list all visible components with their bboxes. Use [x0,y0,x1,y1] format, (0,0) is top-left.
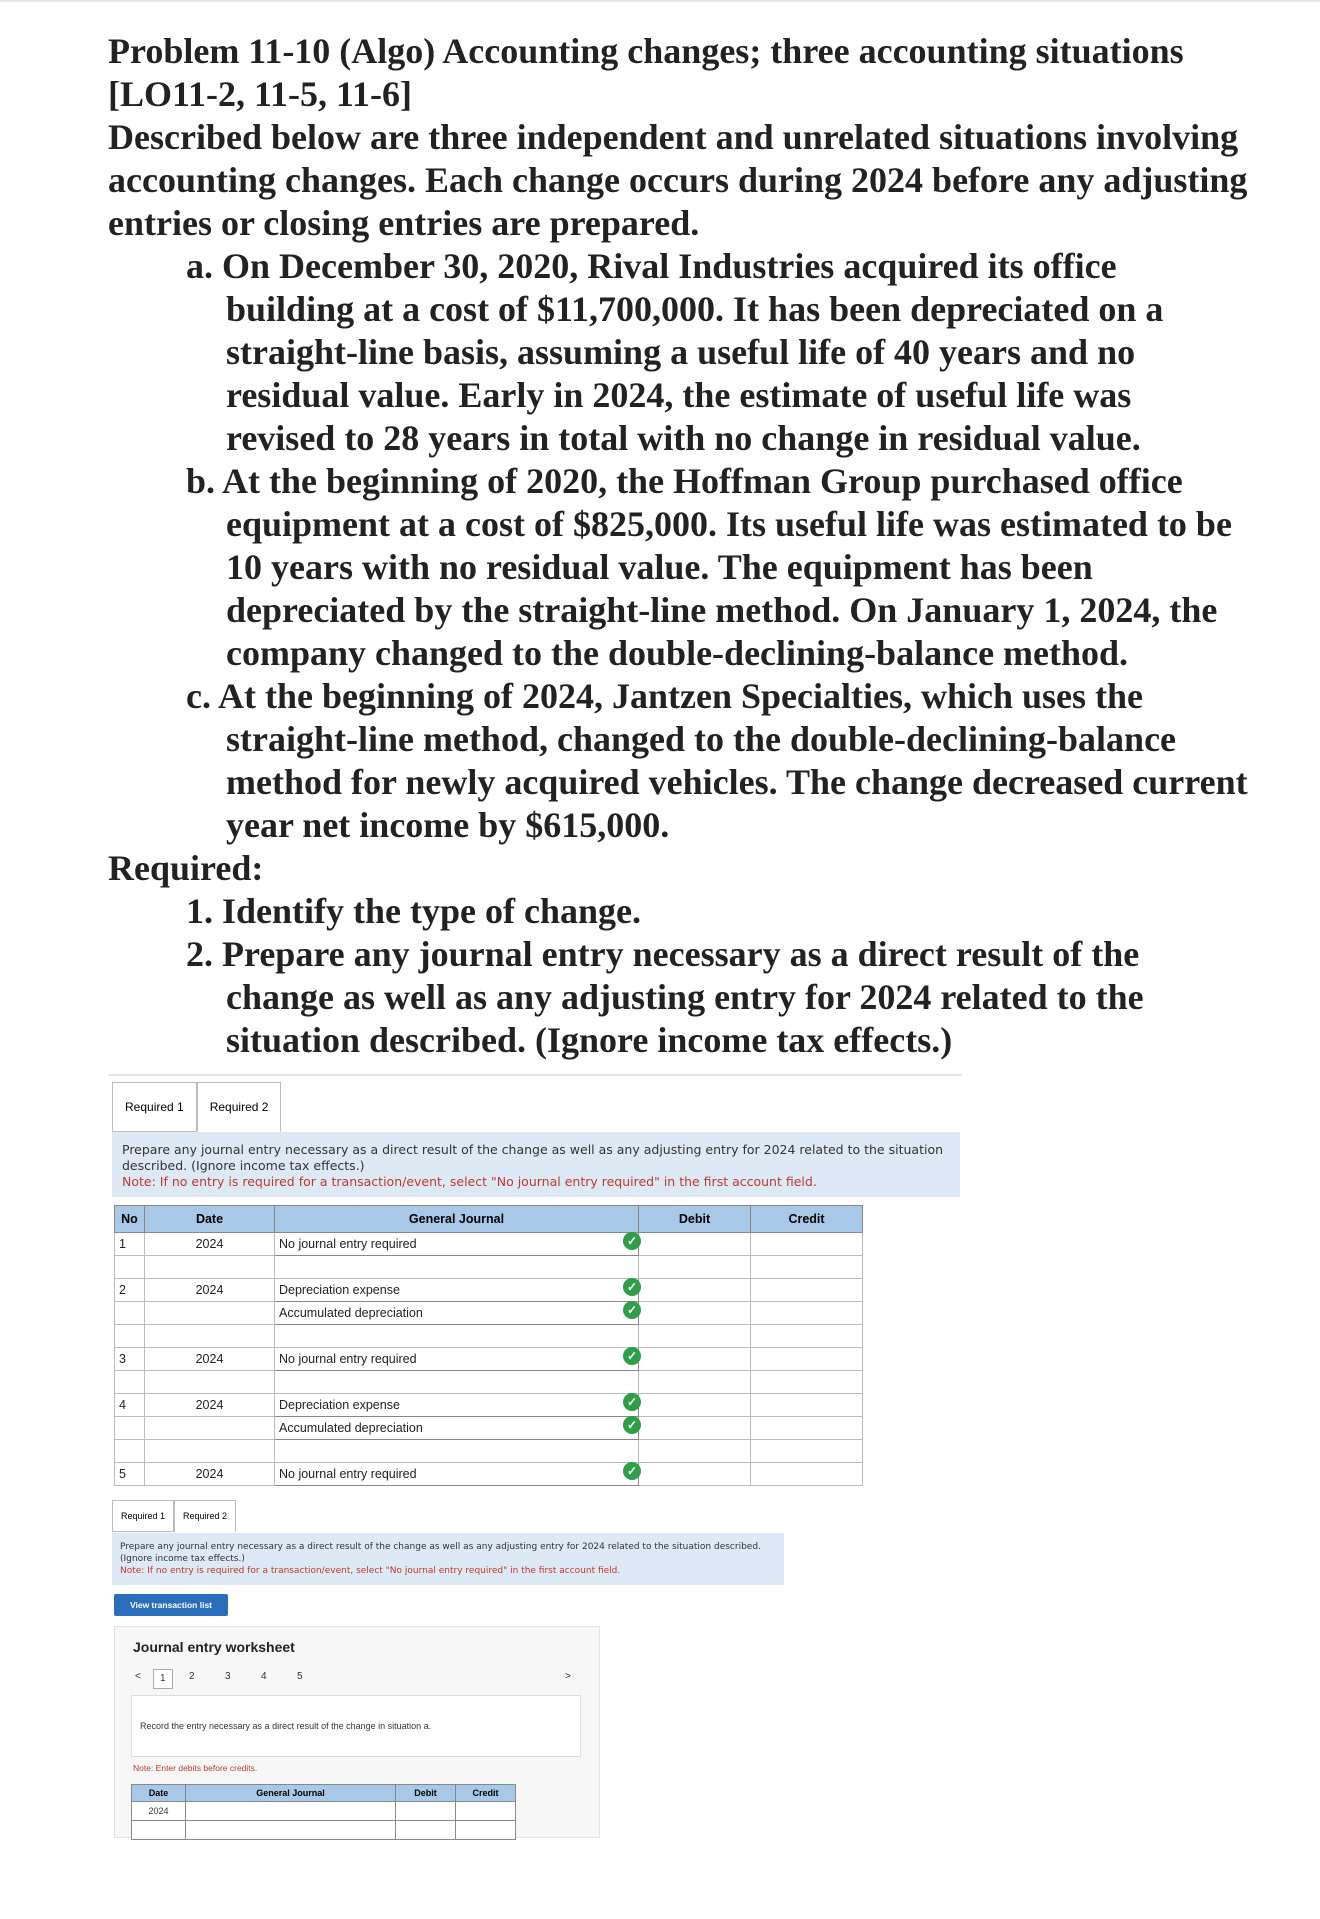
debit-input[interactable] [396,1802,456,1821]
entry-date: 2024 [145,1233,275,1256]
page-2[interactable]: 2 [189,1671,195,1682]
required-tabs [112,1082,281,1132]
credit-field[interactable] [751,1233,863,1256]
problem-title: Problem 11-10 (Algo) Accounting changes; three accounting situations [LO11-2, 11-5, 11-6] [108,31,1184,114]
table-row [132,1802,516,1821]
credit-field[interactable] [751,1302,863,1325]
debit-field[interactable] [639,1394,751,1417]
situation-b: b. At the beginning of 2020, the Hoffman Group purchased office equipment at a cost of $825,000. Its useful life was estimated to be 10 years with no residual value. The equipment has been depreciated by the straight-line method. On January 1, 2024, the company changed to the double-declining-balance method. [186,461,1232,673]
entry-date: 2024 [145,1348,275,1371]
debit-field[interactable] [639,1348,751,1371]
account-field[interactable]: Depreciation expense [275,1394,639,1417]
credit-field[interactable] [751,1348,863,1371]
next-arrow-icon[interactable]: > [565,1671,571,1682]
entry-date: 2024 [145,1279,275,1302]
debit-field[interactable] [639,1302,751,1325]
credit-field[interactable] [751,1394,863,1417]
table-row [115,1233,863,1256]
tab-required-1[interactable]: Required 1 [112,1082,197,1132]
instruction-box-small [112,1533,784,1585]
required-tabs-small [112,1500,236,1532]
col-credit: Credit [751,1206,863,1233]
col-general-journal: General Journal [186,1785,396,1802]
check-icon: ✓ [623,1278,641,1296]
account-field[interactable]: Depreciation expense [275,1279,639,1302]
entry-no: 5 [115,1463,145,1486]
entry-date: 2024 [145,1463,275,1486]
instruction-box [112,1132,960,1197]
worksheet-pager [135,1669,575,1689]
required-item-1: 1. Identify the type of change. [186,891,641,931]
table-row [115,1302,863,1325]
account-field[interactable]: Accumulated depreciation [275,1302,639,1325]
page-3[interactable]: 3 [225,1671,231,1682]
table-row [115,1394,863,1417]
instruction-note: Note: If no entry is required for a transaction/event, select "No journal entry required" in the first account field. [122,1174,817,1189]
worksheet-title: Journal entry worksheet [133,1639,295,1655]
journal-entry-worksheet [114,1626,600,1838]
situation-a: a. On December 30, 2020, Rival Industries acquired its office building at a cost of $11,700,000. It has been depreciated on a straight-line basis, assuming a useful life of 40 years and no residual value. Early in 2024, the estimate of useful life was revised to 28 years in total with no change in residual value. [186,246,1164,458]
table-row [115,1371,863,1394]
table-row [115,1463,863,1486]
col-general-journal: General Journal [275,1206,639,1233]
section-divider [108,1074,962,1076]
col-debit: Debit [396,1785,456,1802]
credit-field[interactable] [751,1417,863,1440]
check-icon: ✓ [623,1416,641,1434]
debit-field[interactable] [639,1233,751,1256]
debit-field[interactable] [639,1463,751,1486]
required-heading: Required: [108,848,264,888]
tab-required-1[interactable]: Required 1 [112,1500,174,1532]
table-row [115,1440,863,1463]
table-row [115,1279,863,1302]
table-row [115,1256,863,1279]
tab-required-2[interactable]: Required 2 [197,1082,282,1132]
page-1[interactable]: 1 [153,1669,173,1689]
credit-field[interactable] [751,1279,863,1302]
situation-c: c. At the beginning of 2024, Jantzen Specialties, which uses the straight-line method, changed to the double-declining-balance method for newly acquired vehicles. The change decreased current year net income by $615,000. [186,676,1248,845]
worksheet-description: Record the entry necessary as a direct result of the change in situation a. [131,1695,581,1757]
check-icon: ✓ [623,1347,641,1365]
debit-input[interactable] [396,1821,456,1840]
table-row [115,1348,863,1371]
table-row [132,1821,516,1840]
account-field[interactable]: Accumulated depreciation [275,1417,639,1440]
debit-field[interactable] [639,1417,751,1440]
table-row [115,1325,863,1348]
credit-field[interactable] [751,1463,863,1486]
account-field[interactable]: No journal entry required [275,1348,639,1371]
tab-required-2[interactable]: Required 2 [174,1500,236,1532]
col-credit: Credit [456,1785,516,1802]
page-5[interactable]: 5 [297,1671,303,1682]
date-cell: 2024 [132,1802,186,1821]
problem-text [108,30,1248,1062]
instruction-text: Prepare any journal entry necessary as a direct result of the change as well as any adjusting entry for 2024 related to the situation described. (Ignore income tax effects.) [122,1142,944,1173]
check-icon: ✓ [623,1232,641,1250]
worksheet-note: Note: Enter debits before credits. [133,1763,258,1773]
entry-no: 4 [115,1394,145,1417]
problem-intro: Described below are three independent and unrelated situations involving accounting changes. Each change occurs during 2024 before any adjusting entries or closing entries are prepared. [108,117,1248,243]
worksheet-table [131,1784,516,1840]
col-no: No [115,1206,145,1233]
check-icon: ✓ [623,1393,641,1411]
account-input[interactable] [186,1821,396,1840]
account-field[interactable]: No journal entry required [275,1233,639,1256]
top-divider [0,0,1320,2]
entry-date: 2024 [145,1394,275,1417]
col-debit: Debit [639,1206,751,1233]
table-row [115,1417,863,1440]
page-4[interactable]: 4 [261,1671,267,1682]
col-date: Date [145,1206,275,1233]
check-icon: ✓ [623,1301,641,1319]
entry-no: 2 [115,1279,145,1302]
instruction-note: Note: If no entry is required for a transaction/event, select "No journal entry required" in the first account field. [120,1566,621,1576]
col-date: Date [132,1785,186,1802]
account-input[interactable] [186,1802,396,1821]
debit-field[interactable] [639,1279,751,1302]
credit-input[interactable] [456,1802,516,1821]
entry-no: 3 [115,1348,145,1371]
view-transaction-list-button[interactable]: View transaction list [114,1594,228,1616]
credit-input[interactable] [456,1821,516,1840]
instruction-text: Prepare any journal entry necessary as a direct result of the change as well as any adjusting entry for 2024 related to the situation described. (Ignore income tax effects.) [120,1542,761,1564]
check-icon: ✓ [623,1462,641,1480]
required-item-2: 2. Prepare any journal entry necessary as a direct result of the change as well as any adjusting entry for 2024 related to the situation described. (Ignore income tax effects.) [186,934,1144,1060]
journal-table [114,1205,863,1486]
prev-arrow-icon[interactable]: < [135,1671,141,1682]
entry-no: 1 [115,1233,145,1256]
account-field[interactable]: No journal entry required [275,1463,639,1486]
